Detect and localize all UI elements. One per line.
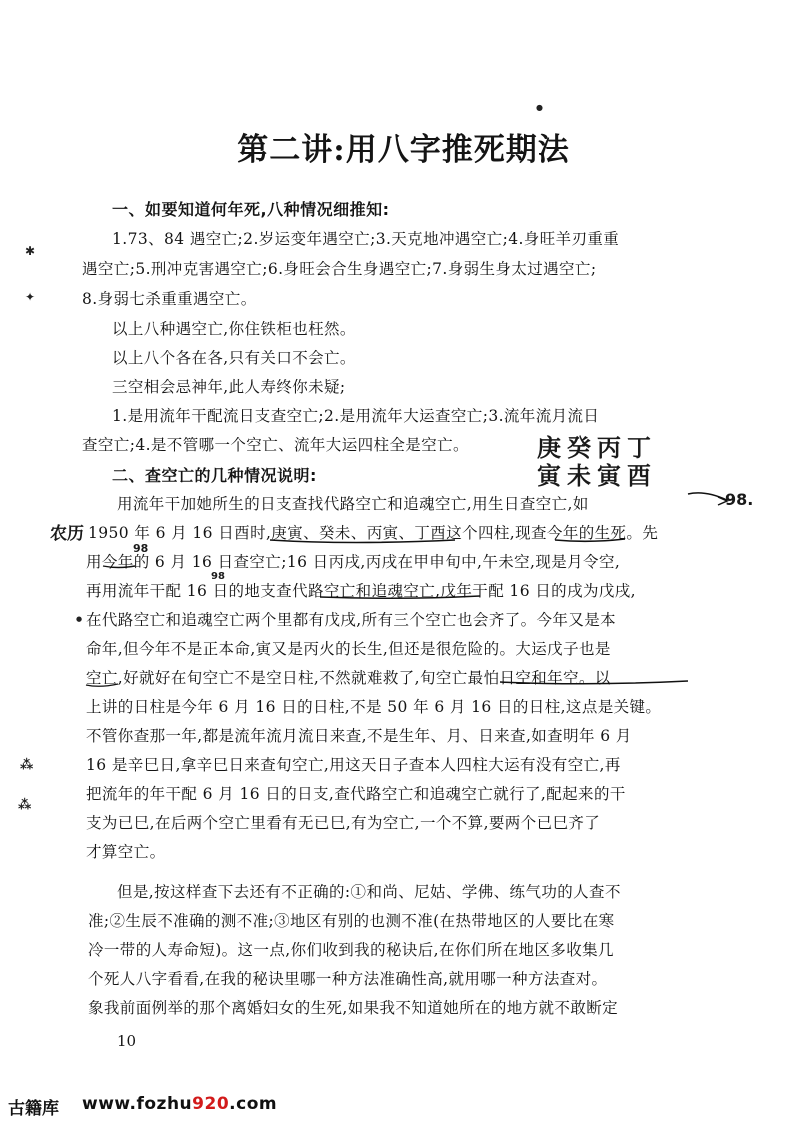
text-line: 用今年的 6 月 16 日查空亡;16 日丙戌,丙戌在甲申旬中,午未空,现是月令空, xyxy=(86,553,621,571)
text-line: 冷一带的人寿命短)。这一点,你们收到我的秘诀后,在你们所在地区多收集几 xyxy=(88,941,614,959)
text-line: 命年,但今年不是正本命,寅又是丙火的长生,但还是很危险的。大运戊子也是 xyxy=(86,640,611,658)
text-line: 三空相会忌神年,此人寿终你未疑; xyxy=(112,378,346,396)
footer-url-number: 920 xyxy=(192,1094,230,1114)
text-line: 8.身弱七杀重重遇空亡。 xyxy=(82,290,257,308)
text-line: 在代路空亡和追魂空亡两个里都有戊戌,所有三个空亡也会齐了。今年又是本 xyxy=(86,611,617,629)
section-heading-1: 一、如要知道何年死,八种情况细推知: xyxy=(112,200,390,219)
handwritten-stems: 庚癸丙丁 xyxy=(537,434,657,462)
footer-url[interactable] xyxy=(82,1094,277,1114)
text-line: 才算空亡。 xyxy=(86,843,166,861)
handwritten-98: 98. xyxy=(725,490,754,509)
footer-url-prefix: www.fozhu xyxy=(82,1094,193,1114)
text-line: 16 是辛巳日,拿辛巳日来查旬空亡,用这天日子查本人四柱大运有没有空亡,再 xyxy=(86,756,621,774)
text-line: 把流年的年干配 6 月 16 日的日支,查代路空亡和追魂空亡就行了,配起来的干 xyxy=(86,785,626,803)
text-line: 再用流年干配 16 日的地支查代路空亡和追魂空亡,戊年干配 16 日的戌为戊戌, xyxy=(86,582,637,600)
text-line: 1950 年 6 月 16 日酉时,庚寅、癸未、丙寅、丁酉这个四柱,现查今年的生死。先 xyxy=(88,524,659,542)
text-line: 1.73、84 遇空亡;2.岁运变年遇空亡;3.天克地冲遇空亡;4.身旺羊刃重重 xyxy=(112,230,620,248)
speck-mark: ● xyxy=(536,103,543,112)
footer-brand: 古籍库 xyxy=(8,1099,59,1119)
text-line: 不管你查那一年,都是流年流月流日来查,不是生年、月、日来查,如查明年 6 月 xyxy=(86,727,632,745)
text-line: 个死人八字看看,在我的秘诀里哪一种方法准确性高,就用哪一种方法查对。 xyxy=(88,970,608,988)
text-line: 以上八个各在各,只有关口不会亡。 xyxy=(112,349,356,367)
margin-mark: ✱ xyxy=(25,244,36,258)
page-title: 第二讲:用八字推死期法 xyxy=(237,132,570,168)
text-line: 用流年干加她所生的日支查找代路空亡和追魂空亡,用生日查空亡,如 xyxy=(117,495,589,513)
text-line: 以上八种遇空亡,你住铁柜也枉然。 xyxy=(112,320,356,338)
text-line: 但是,按这样查下去还有不正确的:①和尚、尼姑、学佛、练气功的人查不 xyxy=(117,883,621,901)
handwritten-98-tiny: 98 xyxy=(211,571,225,582)
section-heading-2: 二、查空亡的几种情况说明: xyxy=(112,466,317,485)
watermark-footer xyxy=(0,1088,807,1122)
text-line: 准;②生辰不准确的测不准;③地区有别的也测不准(在热带地区的人要比在寒 xyxy=(88,912,615,930)
margin-mark: ⁂ xyxy=(18,798,32,813)
text-line: 空亡,好就好在旬空亡不是空日柱,不然就难救了,旬空亡最怕日空和年空。以 xyxy=(86,669,611,687)
page-number: 10 xyxy=(117,1032,137,1050)
speck-mark: ● xyxy=(76,615,83,623)
text-line: 支为已巳,在后两个空亡里看有无已巳,有为空亡,一个不算,要两个已巳齐了 xyxy=(86,814,601,832)
margin-mark: ⁂ xyxy=(20,758,34,773)
handwritten-98-small: 98 xyxy=(133,542,149,555)
text-line: 遇空亡;5.刑冲克害遇空亡;6.身旺会合生身遇空亡;7.身弱生身太过遇空亡; xyxy=(82,260,597,278)
text-line: 1.是用流年干配流日支查空亡;2.是用流年大运查空亡;3.流年流月流日 xyxy=(112,407,600,425)
text-line: 上讲的日柱是今年 6 月 16 日的日柱,不是 50 年 6 月 16 日的日柱,这点是关键。 xyxy=(86,698,662,716)
text-line: 象我前面例举的那个离婚妇女的生死,如果我不知道她所在的地方就不敢断定 xyxy=(88,999,619,1017)
margin-mark: ✦ xyxy=(25,290,36,304)
footer-url-suffix: .com xyxy=(229,1094,278,1114)
handwritten-branches: 寅未寅酉 xyxy=(537,462,657,490)
handwritten-lunar: 农历 xyxy=(50,524,84,544)
text-line: 查空亡;4.是不管哪一个空亡、流年大运四柱全是空亡。 xyxy=(82,436,469,454)
